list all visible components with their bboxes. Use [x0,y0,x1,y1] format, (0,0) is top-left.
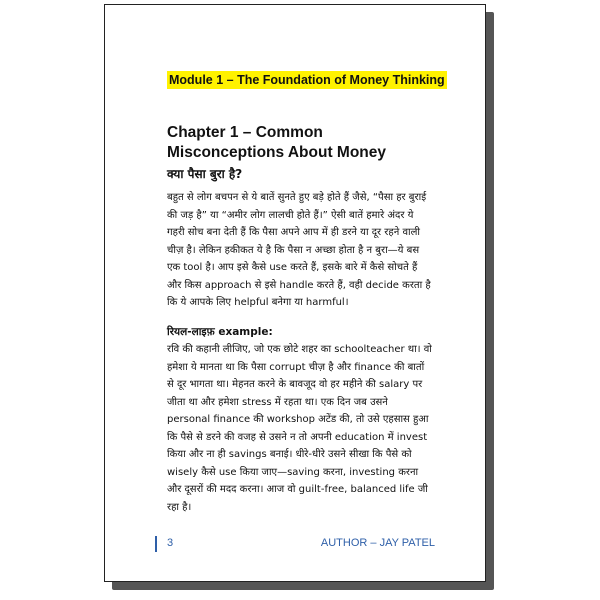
example-heading: रियल-लाइफ़ example: [167,326,273,338]
section-heading: क्या पैसा बुरा है? [167,167,243,181]
section-paragraph: बहुत से लोग बचपन से ये बातें सुनते हुए बड़े होते हैं जैसे, “पैसा हर बुराई की जड़ है” या “अमीर लोग लालची होते हैं।” ऐसी बातें हमारे अंदर ये गहरी सोच बना देती हैं कि पैसा अपने आप में ही डरने या दूर रहने वाली चीज़ है। लेकिन हकीकत ये है कि पैसा न अच्छा होता है न बुरा—ये बस एक tool है। आप इसे कैसे use करते हैं, इसके बारे में कैसे सोचते हैं और किस approach से इसे handle करते हैं, वही decide करता है कि ये आपके लिए helpful बनेगा या harmful। [167,192,431,308]
chapter-title: Chapter 1 – Common Misconceptions About Money [167,124,387,161]
author-credit: AUTHOR – JAY PATEL [320,537,435,549]
book-page [104,4,486,582]
footer-divider [155,536,157,552]
page-number: 3 [167,537,174,549]
module-heading: Module 1 – The Foundation of Money Thinking [169,73,445,87]
example-paragraph: रवि की कहानी लीजिए, जो एक छोटे शहर का schoolteacher था। वो हमेशा ये मानता था कि पैसा corrupt चीज़ है और finance की बातों से दूर भागता था। मेहनत करने के बावजूद वो हर महीने की salary पर जीता था और हमेशा stress में रहता था। एक दिन जब उसने personal finance की workshop अटेंड की, तो उसे एहसास हुआ कि पैसे से डरने की वजह से उसने न तो अपनी education में invest किया और ना ही savings बनाई। धीरे-धीरे उसने सीखा कि पैसे को wisely कैसे use किया जाए—saving करना, investing करना और दूसरों की मदद करना। आज वो guilt-free, balanced life जी रहा है। [167,344,432,513]
